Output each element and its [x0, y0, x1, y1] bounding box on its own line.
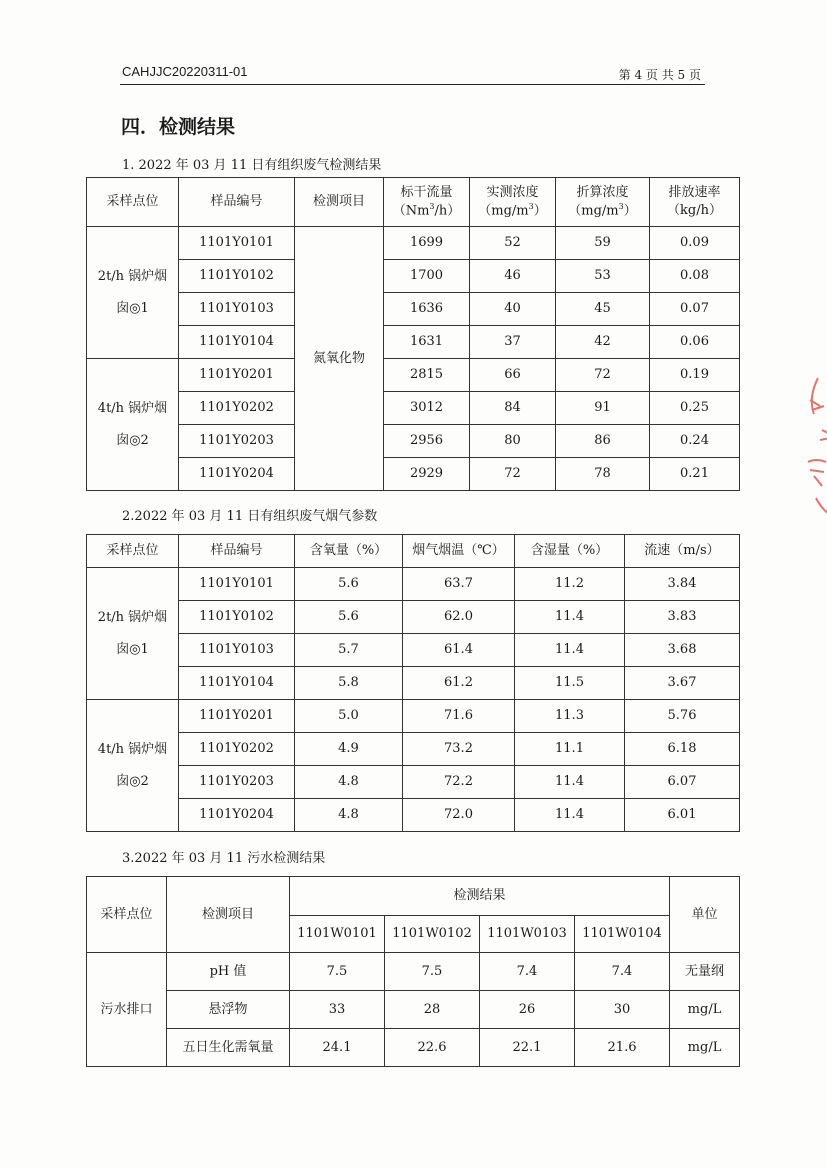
header-sample-4: 1101W0104 [575, 916, 670, 953]
header-sample-2: 1101W0102 [385, 916, 480, 953]
document-id: CAHJJC20220311-01 [122, 64, 248, 79]
oxygen-value: 4.8 [295, 766, 403, 799]
sample-id: 1101Y0204 [179, 458, 295, 491]
humidity-value: 11.2 [515, 568, 625, 601]
site-cell [87, 227, 179, 359]
result-value: 22.6 [385, 1029, 480, 1067]
unit-value: mg/L [670, 1029, 740, 1067]
header-item: 检测项目 [167, 877, 290, 953]
table-row [87, 700, 740, 733]
humidity-value: 11.5 [515, 667, 625, 700]
table-row [87, 392, 740, 425]
result-value: 30 [575, 991, 670, 1029]
humidity-value: 11.4 [515, 799, 625, 832]
table-row [87, 953, 740, 991]
site-line1: 4t/h 锅炉烟 [97, 401, 168, 417]
site-line2: 囱◎1 [116, 300, 149, 316]
rate-value: 0.06 [650, 326, 740, 359]
site-line2: 囱◎2 [116, 432, 149, 448]
measured-value: 80 [470, 425, 556, 458]
temperature-value: 73.2 [403, 733, 515, 766]
site-cell [87, 700, 179, 832]
header-sample: 样品编号 [179, 535, 295, 568]
header-sample: 样品编号 [179, 178, 295, 227]
header-sample-3: 1101W0103 [480, 916, 575, 953]
item-name: 悬浮物 [167, 991, 290, 1029]
header-measured-sup: 3 [528, 201, 534, 211]
converted-value: 45 [556, 293, 650, 326]
table-row [87, 634, 740, 667]
header-measured [470, 178, 556, 227]
sample-id: 1101Y0201 [179, 359, 295, 392]
velocity-value: 3.67 [625, 667, 740, 700]
temperature-value: 72.0 [403, 799, 515, 832]
oxygen-value: 4.9 [295, 733, 403, 766]
velocity-value: 6.01 [625, 799, 740, 832]
humidity-value: 11.3 [515, 700, 625, 733]
table-row [87, 1029, 740, 1067]
converted-value: 91 [556, 392, 650, 425]
flow-value: 2815 [384, 359, 470, 392]
oxygen-value: 5.0 [295, 700, 403, 733]
oxygen-value: 5.8 [295, 667, 403, 700]
header-site: 采样点位 [87, 877, 167, 953]
rate-value: 0.25 [650, 392, 740, 425]
result-value: 7.4 [575, 953, 670, 991]
table-row [87, 991, 740, 1029]
sample-id: 1101Y0101 [179, 227, 295, 260]
site-cell [87, 359, 179, 491]
sample-id: 1101Y0203 [179, 766, 295, 799]
sample-id: 1101Y0102 [179, 601, 295, 634]
velocity-value: 6.07 [625, 766, 740, 799]
table-row [87, 667, 740, 700]
site-line1: 2t/h 锅炉烟 [97, 610, 168, 626]
result-value: 7.5 [385, 953, 480, 991]
sample-id: 1101Y0202 [179, 733, 295, 766]
rate-value: 0.21 [650, 458, 740, 491]
header-converted [556, 178, 650, 227]
header-rate-line2: （kg/h） [667, 203, 722, 218]
exhaust-results-table [86, 177, 740, 491]
flow-value: 1631 [384, 326, 470, 359]
result-value: 22.1 [480, 1029, 575, 1067]
sample-id: 1101Y0202 [179, 392, 295, 425]
sample-id: 1101Y0103 [179, 293, 295, 326]
page-header [120, 62, 705, 85]
sample-id: 1101Y0201 [179, 700, 295, 733]
temperature-value: 62.0 [403, 601, 515, 634]
measured-value: 37 [470, 326, 556, 359]
site-cell [87, 568, 179, 700]
flow-value: 2956 [384, 425, 470, 458]
table-row [87, 260, 740, 293]
rate-value: 0.24 [650, 425, 740, 458]
header-site: 采样点位 [87, 535, 179, 568]
flow-value: 1699 [384, 227, 470, 260]
temperature-value: 71.6 [403, 700, 515, 733]
result-value: 33 [290, 991, 385, 1029]
wastewater-results-table [86, 876, 740, 1067]
converted-value: 72 [556, 359, 650, 392]
table-row [87, 568, 740, 601]
result-value: 26 [480, 991, 575, 1029]
humidity-value: 11.4 [515, 601, 625, 634]
table-header-row [87, 178, 740, 227]
rate-value: 0.19 [650, 359, 740, 392]
header-unit: 单位 [670, 877, 740, 953]
oxygen-value: 5.7 [295, 634, 403, 667]
sample-id: 1101Y0101 [179, 568, 295, 601]
site-line2: 囱◎2 [116, 773, 149, 789]
header-converted-line2b: ） [623, 203, 637, 219]
page-number: 第 4 页 共 5 页 [618, 68, 701, 82]
site-line2: 囱◎1 [116, 641, 149, 657]
header-measured-line1: 实测浓度 [486, 185, 539, 201]
table-row [87, 766, 740, 799]
temperature-value: 72.2 [403, 766, 515, 799]
table-row [87, 227, 740, 260]
result-value: 24.1 [290, 1029, 385, 1067]
header-flow [384, 178, 470, 227]
header-rate [650, 178, 740, 227]
temperature-value: 61.2 [403, 667, 515, 700]
table-header-row [87, 877, 740, 916]
table-row [87, 733, 740, 766]
measured-value: 52 [470, 227, 556, 260]
rate-value: 0.08 [650, 260, 740, 293]
sample-id: 1101Y0104 [179, 326, 295, 359]
seal-stamp [796, 370, 827, 530]
table1-caption: 1. 2022 年 03 月 11 日有组织废气检测结果 [122, 158, 382, 173]
header-item: 检测项目 [295, 178, 384, 227]
table-header-row [87, 535, 740, 568]
unit-value: mg/L [670, 991, 740, 1029]
sample-id: 1101Y0104 [179, 667, 295, 700]
header-humidity: 含湿量（%） [515, 535, 625, 568]
rate-value: 0.09 [650, 227, 740, 260]
temperature-value: 63.7 [403, 568, 515, 601]
flow-value: 3012 [384, 392, 470, 425]
converted-value: 78 [556, 458, 650, 491]
humidity-value: 11.4 [515, 634, 625, 667]
flow-value: 1636 [384, 293, 470, 326]
item-cell: 氮氧化物 [295, 227, 384, 491]
table-row [87, 326, 740, 359]
sample-id: 1101Y0204 [179, 799, 295, 832]
oxygen-value: 4.8 [295, 799, 403, 832]
header-converted-line2a: （mg/m [568, 203, 619, 219]
velocity-value: 3.84 [625, 568, 740, 601]
converted-value: 86 [556, 425, 650, 458]
table-row [87, 425, 740, 458]
table3-caption: 3.2022 年 03 月 11 污水检测结果 [122, 851, 326, 866]
header-converted-sup: 3 [618, 201, 624, 211]
sample-id: 1101Y0103 [179, 634, 295, 667]
table-row [87, 359, 740, 392]
item-name: pH 值 [167, 953, 290, 991]
rate-value: 0.07 [650, 293, 740, 326]
velocity-value: 3.83 [625, 601, 740, 634]
result-value: 7.5 [290, 953, 385, 991]
item-name: 五日生化需氧量 [167, 1029, 290, 1067]
flow-value: 1700 [384, 260, 470, 293]
humidity-value: 11.1 [515, 733, 625, 766]
header-velocity: 流速（m/s） [625, 535, 740, 568]
header-converted-line1: 折算浓度 [576, 185, 629, 201]
oxygen-value: 5.6 [295, 568, 403, 601]
header-results: 检测结果 [290, 877, 670, 916]
site-line1: 4t/h 锅炉烟 [97, 742, 168, 758]
sample-id: 1101Y0102 [179, 260, 295, 293]
table-row [87, 293, 740, 326]
table-row [87, 601, 740, 634]
header-flow-line1: 标干流量 [400, 185, 453, 201]
converted-value: 59 [556, 227, 650, 260]
flue-gas-parameters-table [86, 534, 740, 832]
unit-value: 无量纲 [670, 953, 740, 991]
measured-value: 84 [470, 392, 556, 425]
humidity-value: 11.4 [515, 766, 625, 799]
result-value: 21.6 [575, 1029, 670, 1067]
table-row [87, 458, 740, 491]
measured-value: 46 [470, 260, 556, 293]
header-temperature: 烟气烟温（℃） [403, 535, 515, 568]
converted-value: 53 [556, 260, 650, 293]
measured-value: 72 [470, 458, 556, 491]
temperature-value: 61.4 [403, 634, 515, 667]
header-sample-1: 1101W0101 [290, 916, 385, 953]
sample-id: 1101Y0203 [179, 425, 295, 458]
site-cell: 污水排口 [87, 953, 167, 1067]
section-title: 四．检测结果 [121, 116, 236, 138]
table-row [87, 799, 740, 832]
result-value: 7.4 [480, 953, 575, 991]
velocity-value: 5.76 [625, 700, 740, 733]
table2-caption: 2.2022 年 03 月 11 日有组织废气烟气参数 [122, 509, 378, 524]
header-flow-sup: 3 [429, 201, 435, 211]
oxygen-value: 5.6 [295, 601, 403, 634]
header-flow-line2b: /h） [434, 203, 461, 219]
header-site: 采样点位 [87, 178, 179, 227]
measured-value: 40 [470, 293, 556, 326]
velocity-value: 3.68 [625, 634, 740, 667]
velocity-value: 6.18 [625, 733, 740, 766]
header-oxygen: 含氧量（%） [295, 535, 403, 568]
result-value: 28 [385, 991, 480, 1029]
header-measured-line2a: （mg/m [478, 203, 529, 219]
header-measured-line2b: ） [533, 203, 547, 219]
converted-value: 42 [556, 326, 650, 359]
header-flow-line2a: （Nm [392, 203, 430, 219]
measured-value: 66 [470, 359, 556, 392]
header-rate-line1: 排放速率 [668, 185, 721, 201]
site-line1: 2t/h 锅炉烟 [97, 269, 168, 285]
flow-value: 2929 [384, 458, 470, 491]
